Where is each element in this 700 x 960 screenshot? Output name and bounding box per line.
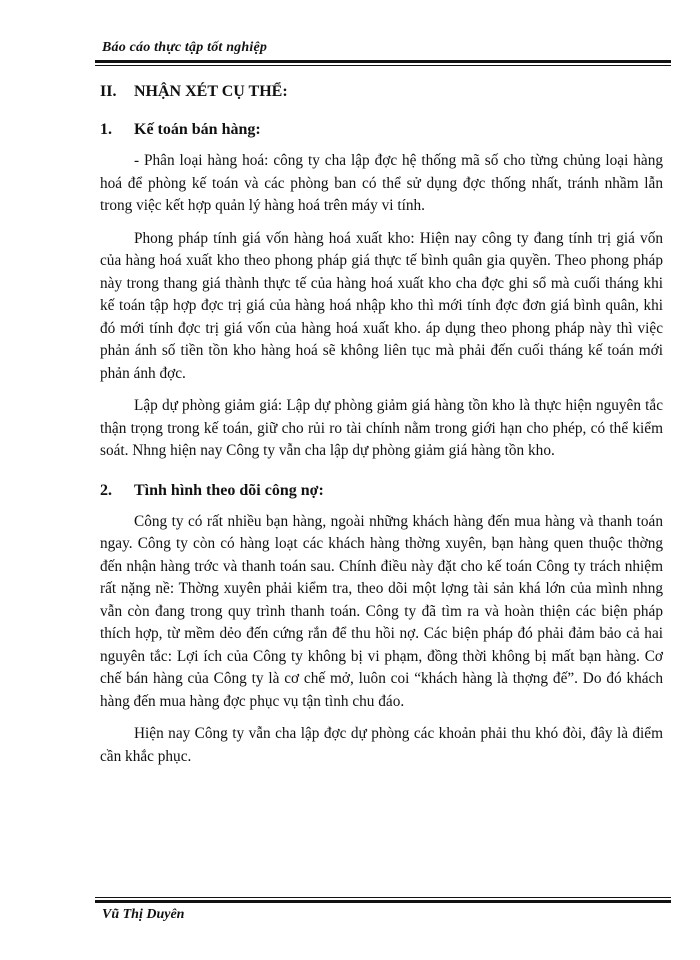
paragraph: Phong pháp tính giá vốn hàng hoá xuất kho: Hiện nay công ty đang tính trị giá vốn của hàng hoá xuất kho theo phong pháp giá thực tế bình quân gia quyền. Theo phong pháp này trong thang giá thành thực tế của hàng hoá xuất kho cha đợc ghi sổ mà cuối tháng khi kế toán tập hợp đợc trị giá của hàng hoá nhập kho thì mới tính đợc đơn giá bình quân, khi đó mới tính đợc trị giá vốn của hàng hoá xuất kho. áp dụng theo phong pháp này thì việc phản ánh số tiền tồn kho hàng hoá sẽ không liên tục mà phải đến cuối tháng kế toán mới phản ánh đợc. (100, 229, 663, 382)
page-header-title: Báo cáo thực tập tốt nghiệp (102, 40, 268, 55)
subsection-number: 2. (100, 481, 112, 499)
section-heading-main (100, 80, 663, 104)
header-rule-thin (95, 65, 671, 66)
subsection-title: Tình hình theo dõi công nợ: (134, 481, 324, 499)
paragraph: Lập dự phòng giảm giá: Lập dự phòng giảm giá hàng tồn kho là thực hiện nguyên tắc thận trọng trong kế toán, giữ cho rủi ro tài chính nằm trong giới hạn cho phép, có thể kiểm soát. Nhng hiện nay Công ty vẫn cha lập dự phòng giảm giá hàng tồn kho. (100, 397, 663, 459)
footer-rule-thin (95, 897, 671, 898)
document-body (100, 78, 663, 768)
footer-rule-thick (95, 900, 671, 903)
section-title: NHẬN XÉT CỤ THỂ: (134, 83, 288, 100)
page-footer-author: Vũ Thị Duyên (102, 907, 185, 922)
header-rule-thick (95, 60, 671, 63)
paragraph: - Phân loại hàng hoá: công ty cha lập đợc hệ thống mã số cho từng chủng loại hàng hoá để phòng kế toán và các phòng ban có thể sử dụng đợc thống nhất, tránh nhầm lẫn trong việc kết hợp quản lý hàng hoá trên máy vi tính. (100, 152, 663, 214)
subsection-heading-sales-accounting (100, 118, 663, 142)
section-number: II. (100, 83, 117, 100)
subsection-heading-debt-tracking (100, 479, 663, 503)
paragraph: Công ty có rất nhiều bạn hàng, ngoài những khách hàng đến mua hàng và thanh toán ngay. Công ty còn có hàng loạt các khách hàng thờng xuyên, bạn hàng quen thuộc thờng đến nhận hàng trớc và thanh toán sau. Chính điều này đặt cho kế toán Công ty trách nhiệm rất nặng nề: Thờng xuyên phải kiểm tra, theo dõi một lợng tài sản khá lớn của mình nhng vẫn còn đang trong quy trình thanh toán. Công ty đã tìm ra và hoàn thiện các biện pháp thích hợp, từ mềm dẻo đến cứng rắn để thu hồi nợ. Các biện pháp đó phải đảm bảo cả hai nguyên tắc: Lợi ích của Công ty không bị vi phạm, đồng thời không bị mất bạn hàng. Cơ chế bán hàng của Công ty là cơ chế mở, luôn coi “khách hàng là thợng đế”. Do đó khách hàng đến mua hàng đợc phục vụ tận tình chu đáo. (100, 512, 663, 710)
subsection-number: 1. (100, 121, 112, 138)
subsection-title: Kế toán bán hàng: (134, 121, 261, 138)
paragraph: Hiện nay Công ty vẫn cha lập đợc dự phòng các khoản phải thu khó đòi, đây là điểm cần khắc phục. (100, 725, 663, 765)
